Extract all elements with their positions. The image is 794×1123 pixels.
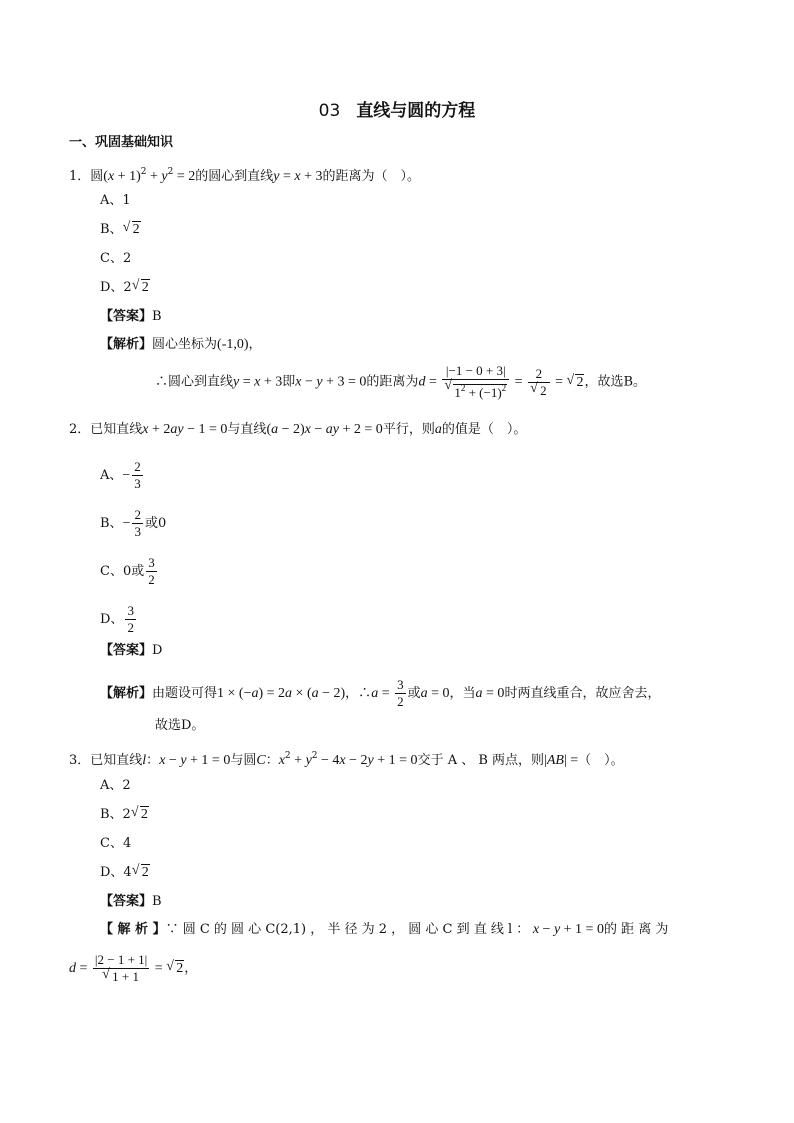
section-heading: 一、巩固基础知识 bbox=[69, 135, 174, 150]
q2-analysis-2: 故选D。 bbox=[155, 718, 205, 733]
q1-option-a: A、1 bbox=[100, 193, 131, 208]
q2-answer: 【答案】D bbox=[100, 643, 163, 658]
q2-analysis-1: 【解析】由题设可得1 × (−a) = 2a × (a − 2)，∴a = $\frac{3}{2}$ 或a = 0，当a = 0时两直线重合，故应舍去， bbox=[100, 677, 661, 709]
q1-answer: 【答案】B bbox=[100, 309, 162, 324]
q3-option-b: B、2√ 2 bbox=[100, 805, 149, 825]
q3-answer: 【答案】B bbox=[100, 894, 162, 909]
q2-option-a: A、− $\frac{2}{3}$ bbox=[100, 459, 141, 491]
q1-analysis-1: 【解析】圆心坐标为(-1,0)， bbox=[100, 337, 262, 352]
question-1: 1．圆$(x + 1)^2 + y^2 = 2$的圆心到直线y = x + 3的距离为（ ）。 bbox=[69, 167, 421, 184]
q3-option-a: A、2 bbox=[100, 778, 131, 793]
question-2: 2．已知直线x + 2ay − 1 = 0与直线(a − 2)x − ay + 2 = 0平行，则a的值是（ ）。 bbox=[69, 422, 527, 437]
q3-analysis-1: 【 解 析 】∵ 圆 C 的 圆 心 C(2,1) ， 半 径 为 2 ， 圆 心 C 到 直 线 l ： x − y + 1 = 0的 距 离 为 bbox=[100, 922, 669, 937]
q3-analysis-2: d = |2 − 1 + 1| √ 1 + 1 = √ 2， bbox=[69, 952, 197, 985]
q2-option-d: D、 $\frac{3}{2}$ bbox=[100, 603, 134, 635]
title-number: 03 bbox=[318, 101, 341, 121]
question-3: 3．已知直线l：x − y + 1 = 0与圆C：$x^2 + y^2 - 4x - 2y + 1 = 0$交于 A 、 B 两点，则|AB| =（ ）。 bbox=[69, 751, 624, 768]
q2-option-c: C、0或 $\frac{3}{2}$ bbox=[100, 555, 155, 587]
q2-option-b: B、− $\frac{2}{3}$ 或0 bbox=[100, 507, 167, 539]
page-title bbox=[0, 96, 794, 121]
q1-analysis-2: ∴圆心到直线y = x + 3即x − y + 3 = 0的距离为d = |−1 − 0 + 3| √ $1^2 + (-1)^2$ = 2 √ 2 = √ 2，故选B。 bbox=[155, 363, 646, 401]
q3-option-d: D、4√ 2 bbox=[100, 863, 150, 883]
title-text: 直线与圆的方程 bbox=[356, 101, 476, 121]
q1-option-d: D、2√ 2 bbox=[100, 278, 150, 298]
q1-option-b: B、√ 2 bbox=[100, 220, 141, 240]
q3-option-c: C、4 bbox=[100, 836, 132, 851]
q1-option-c: C、2 bbox=[100, 251, 132, 266]
